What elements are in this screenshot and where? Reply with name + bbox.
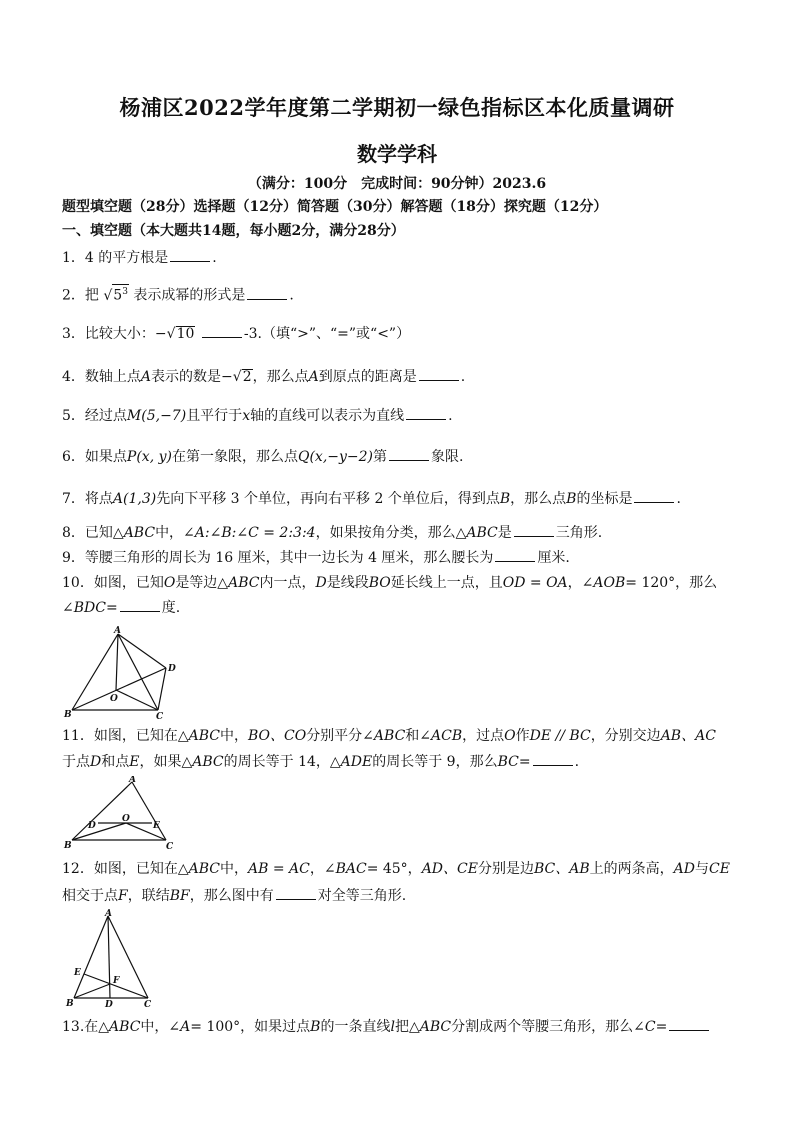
question-types: 题型填空题（28分）选择题（12分）简答题（30分）解答题（18分）探究题（12分）	[62, 199, 608, 215]
label-A: A	[129, 776, 136, 785]
label-C: C	[144, 1000, 152, 1010]
exam-title: 杨浦区2022学年度第二学期初一绿色指标区本化质量调研	[119, 95, 675, 120]
question-4: 4．数轴上点A表示的数是−√2，那么点A到原点的距离是 .	[62, 366, 465, 387]
label-O: O	[110, 694, 118, 704]
exam-subject: 数学学科	[357, 142, 437, 166]
answer-blank	[120, 597, 160, 612]
label-E: E	[153, 821, 160, 831]
question-11-line1: 11．如图，已知在△ABC中，BO、CO分别平分∠ABC和∠ACB，过点O作DE // BC，分别交边AB、AC	[62, 728, 716, 744]
question-9: 9．等腰三角形的周长为 16 厘米，其中一边长为 4 厘米，那么腰长为 厘米.	[62, 547, 570, 568]
answer-blank	[495, 547, 535, 562]
figure-q12	[62, 908, 162, 1010]
question-12-line2: 相交于点F，联结BF，那么图中有 对全等三角形.	[62, 885, 406, 906]
answer-blank	[669, 1016, 709, 1031]
label-D: D	[168, 664, 176, 674]
question-13: 13.在△ABC中，∠A= 100°，如果过点B的一条直线l把△ABC分割成两个等腰三角形，那么∠C=	[62, 1016, 711, 1037]
answer-blank	[170, 247, 210, 262]
question-11-line2: 于点D和点E，如果△ABC的周长等于 14，△ADE的周长等于 9，那么BC= .	[62, 751, 579, 772]
label-O: O	[122, 814, 130, 824]
label-D: D	[105, 1000, 113, 1010]
answer-blank	[276, 885, 316, 900]
answer-blank	[514, 522, 554, 537]
question-3: 3．比较大小：−√10 -3.（填“>”、“=”或“<”）	[62, 323, 410, 344]
question-5: 5．经过点M(5,−7)且平行于x轴的直线可以表示为直线 .	[62, 405, 453, 426]
question-8: 8．已知△ABC中，∠A:∠B:∠C = 2:3:4，如果按角分类，那么△ABC是 三角形.	[62, 522, 602, 543]
question-10-line1: 10．如图，已知O是等边△ABC内一点，D是线段BO延长线上一点，且OD = OA，∠AOB= 120°，那么	[62, 575, 718, 591]
answer-blank	[533, 751, 573, 766]
figure-q11	[62, 776, 182, 852]
question-1: 1．4 的平方根是 .	[62, 247, 217, 268]
label-B: B	[64, 841, 72, 851]
answer-blank	[202, 323, 242, 338]
sqrt-expression: $√5^3$	[103, 288, 129, 304]
answer-blank	[406, 405, 446, 420]
label-C: C	[156, 712, 164, 720]
question-12-line1: 12．如图，已知在△ABC中，AB = AC，∠BAC= 45°，AD、CE分别是边BC、AB上的两条高，AD与CE	[62, 861, 730, 877]
figure-q10	[62, 624, 182, 720]
answer-blank	[634, 488, 674, 503]
question-7: 7．将点A(1,3)先向下平移 3 个单位，再向右平移 2 个单位后，得到点B，那么点B的坐标是 .	[62, 488, 681, 509]
answer-blank	[247, 285, 287, 300]
label-A: A	[105, 909, 112, 919]
section-heading: 一、填空题（本大题共14题，每小题2分，满分28分）	[62, 223, 405, 239]
label-E: E	[74, 968, 81, 978]
label-B: B	[66, 999, 74, 1009]
label-F: F	[113, 976, 120, 986]
answer-blank	[419, 366, 459, 381]
label-B: B	[64, 710, 72, 720]
label-C: C	[166, 842, 174, 852]
answer-blank	[389, 446, 429, 461]
label-A: A	[114, 626, 121, 636]
question-10-line2: ∠BDC= 度.	[62, 597, 180, 618]
exam-info: （满分：100分 完成时间：90分钟）2023.6	[247, 176, 547, 192]
question-2: 2．把 $√5^3$ 表示成幂的形式是 .	[62, 284, 294, 306]
question-6: 6．如果点P(x, y)在第一象限，那么点Q(x,−y−2)第 象限.	[62, 446, 463, 467]
label-D: D	[88, 821, 96, 831]
